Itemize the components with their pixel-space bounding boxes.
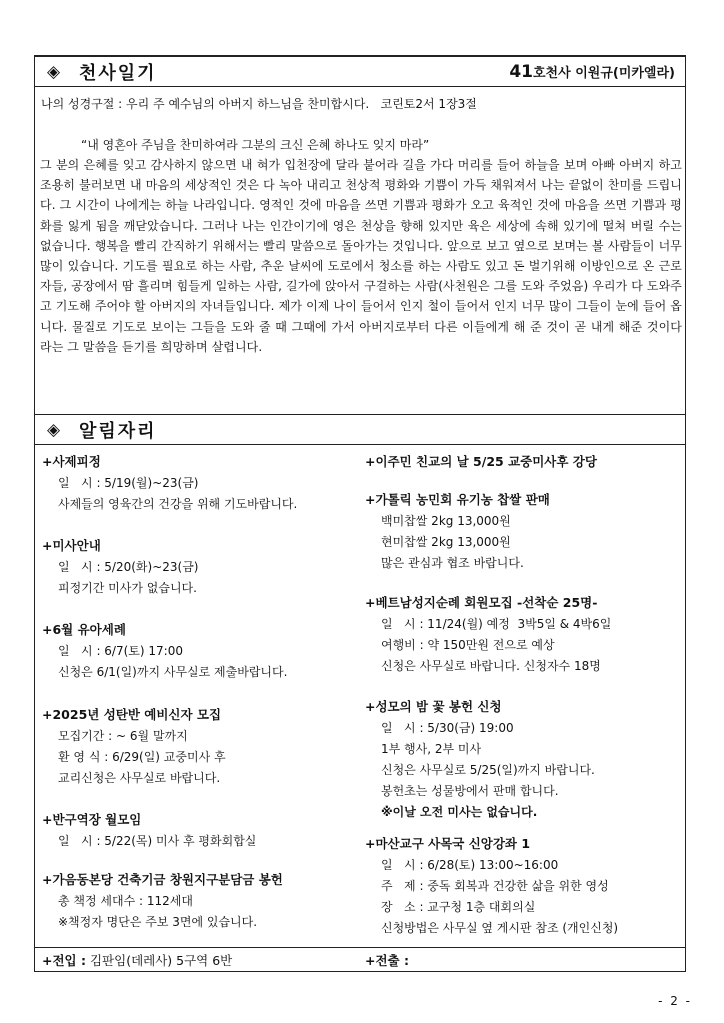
notice-line: 봉헌초는 성물방에서 판매 합니다. xyxy=(381,784,559,798)
notice-line: 일 시 : 5/22(목) 미사 후 평화회합실 xyxy=(58,834,257,848)
notice-line: 신청은 사무실로 5/25(일)까지 바랍니다. xyxy=(381,763,595,777)
notice-line: 주 제 : 중독 회복과 건강한 삶을 위한 영성 xyxy=(381,879,609,893)
notice-item xyxy=(42,869,352,933)
diary-title: 천사일기 xyxy=(79,62,157,84)
notice-item xyxy=(365,592,683,677)
notice-line: ※책정자 명단은 주보 3면에 있습니다. xyxy=(58,915,258,929)
notice-title: +베트남성지순례 회원모집 -선착순 25명- xyxy=(365,595,598,610)
notice-line: 여행비 : 약 150만원 전으로 예상 xyxy=(381,638,555,652)
notice-title: +가음동본당 건축기금 창원지구분담금 봉헌 xyxy=(42,872,283,887)
notice-line: 환 영 식 : 6/29(일) 교중미사 후 xyxy=(58,750,226,764)
notice-item xyxy=(42,451,352,515)
notice-title: +가톨릭 농민회 유기농 찹쌀 판매 xyxy=(365,492,550,507)
notice-line: 신청은 사무실로 바랍니다. 신청자수 18명 xyxy=(381,659,601,673)
notice-title: +이주민 친교의 날 5/25 교중미사후 강당 xyxy=(365,454,597,469)
bulletin-page-frame xyxy=(34,55,686,972)
transfer-out xyxy=(365,951,409,969)
notice-title: +미사안내 xyxy=(42,538,101,553)
transfer-in xyxy=(42,951,232,969)
author-number: 41 xyxy=(509,61,533,82)
notice-item xyxy=(365,696,683,823)
notice-title: +2025년 성탄반 예비신자 모집 xyxy=(42,707,222,722)
notice-title: +성모의 밤 꽃 봉헌 신청 xyxy=(365,699,502,714)
notice-line: 일 시 : 6/28(토) 13:00~16:00 xyxy=(381,858,559,872)
transfer-in-label: +전입 : xyxy=(42,953,86,968)
notice-item xyxy=(42,535,352,599)
notices-title: 알림자리 xyxy=(79,420,157,442)
notice-line: 모집기간 : ~ 6월 말까지 xyxy=(58,729,188,743)
notice-line: 일 시 : 6/7(토) 17:00 xyxy=(58,644,183,658)
notice-item xyxy=(365,451,683,473)
notice-line: ※이날 오전 미사는 없습니다. xyxy=(381,805,538,819)
notice-item xyxy=(365,489,683,574)
notice-line: 사제들의 영육간의 건강을 위해 기도바랍니다. xyxy=(58,497,298,511)
notice-line: 장 소 : 교구청 1층 대회의실 xyxy=(381,900,536,914)
notices-section-header xyxy=(35,414,685,445)
notice-line: 총 책정 세대수 : 112세대 xyxy=(58,894,193,908)
transfer-row xyxy=(35,947,685,971)
notice-line: 일 시 : 5/19(월)~23(금) xyxy=(58,476,199,490)
diamond-icon: ◈ xyxy=(47,61,61,82)
notice-item xyxy=(42,619,352,683)
notice-line: 1부 행사, 2부 미사 xyxy=(381,742,482,756)
transfer-out-label: +전출 : xyxy=(365,953,409,968)
notice-item xyxy=(42,704,352,789)
diary-body: 그 분의 은혜를 잊고 감사하지 않으면 내 혀가 입천장에 달라 붙어라 길을 가다 머리를 들어 하늘을 보며 아빠 아버지 하고 조용히 불러보면 내 마음의 세상적인 것은 다 녹아 내리고 천상적 평화와 기쁨이 가득 채워져서 나는 끝없이 찬미를 드립니다. 그 시간이 나에게는 하늘 나라입니다. 영적인 것에 마음을 쓰면 기쁨과 평화가 오고 육적인 것에 마음을 쓰면 기쁨과 평화를 잃게 됨을 깨닫았습니다. 그러나 나는 인간이기에 영은 천상을 향해 있지만 육은 세상에 속해 있기에 떨쳐 버릴 수는 없습니다. 행복을 빨리 간직하기 위해서는 빨리 말씀으로 돌아가는 것입니다. 앞으로 보고 옆으로 보며는 볼 사람들이 너무 많이 있습니다. 기도를 필요로 하는 사람, 추운 날씨에 도로에서 청소를 하는 사람도 있고 돈 벌기위해 이방인으로 온 근로자들, 공장에서 땀 흘리며 힘들게 일하는 사람, 길가에 앉아서 구걸하는 사람(사천원은 그를 도와 주었음) 우리가 다 도와주고 기도해 주어야 할 아버지의 자녀들입니다. 제가 이제 나이 들어서 인지 철이 들어서 인지 너무 많이 그들이 눈에 들어 옵니다. 물질로 기도로 보이는 그들을 도와 줄 때 그때에 가서 아버지로부터 다른 이들에게 해 준 것이 곧 내게 해준 것이다 라는 그 말씀을 듣기를 희망하며 살렵니다. xyxy=(40,158,682,354)
notice-line: 현미찹쌀 2kg 13,000원 xyxy=(381,535,511,549)
notice-item xyxy=(365,833,683,939)
diary-section-header xyxy=(35,56,685,87)
notice-line: 일 시 : 11/24(월) 예정 3박5일 & 4박6일 xyxy=(381,617,612,631)
notice-line: 많은 관심과 협조 바랍니다. xyxy=(381,556,524,570)
diamond-icon: ◈ xyxy=(47,419,61,440)
notice-line: 일 시 : 5/20(화)~23(금) xyxy=(58,560,199,574)
notice-line: 신청은 6/1(일)까지 사무실로 제출바랍니다. xyxy=(58,665,288,679)
notice-title: +반구역장 월모임 xyxy=(42,812,142,827)
diary-author xyxy=(509,62,675,82)
diary-quote: “내 영혼아 주님을 찬미하여라 그분의 크신 은혜 하나도 잊지 마라” xyxy=(81,138,430,152)
notice-title: +마산교구 사목국 신앙강좌 1 xyxy=(365,836,531,851)
notice-line: 일 시 : 5/30(금) 19:00 xyxy=(381,721,514,735)
transfer-in-value: 김판임(데레사) 5구역 6반 xyxy=(89,953,233,968)
author-name: 호천사 이원규(미카엘라) xyxy=(533,65,675,81)
notice-line: 신청방법은 사무실 옆 게시판 참조 (개인신청) xyxy=(381,921,619,935)
bible-verse: 나의 성경구절 : 우리 주 예수님의 아버지 하느님을 찬미합시다. 코린토2서 1장3절 xyxy=(41,97,477,111)
notice-line: 백미찹쌀 2kg 13,000원 xyxy=(381,514,511,528)
notice-item xyxy=(42,809,352,852)
notice-line: 교리신청은 사무실로 바랍니다. xyxy=(58,771,221,785)
notice-title: +6월 유아세례 xyxy=(42,622,126,637)
page-number: - 2 - xyxy=(658,994,692,1008)
notice-line: 피정기간 미사가 없습니다. xyxy=(58,581,197,595)
notice-title: +사제피정 xyxy=(42,454,101,469)
